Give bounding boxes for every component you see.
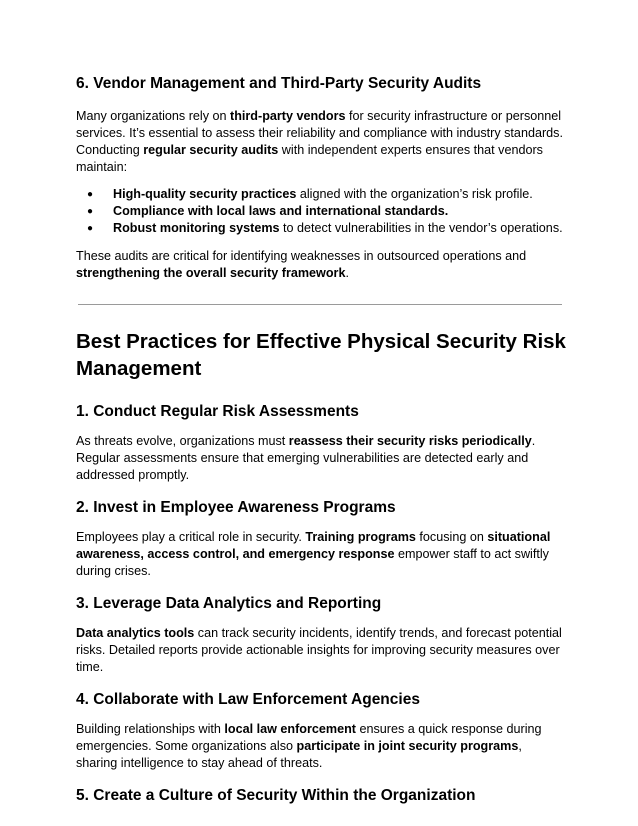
section-heading-culture-of-security: 5. Create a Culture of Security Within the Organization — [76, 787, 476, 804]
text-run: focusing on — [415, 530, 488, 544]
text-run: Building relationships with — [76, 722, 225, 736]
vendor-heading: 6. Vendor Management and Third-Party Security Audits — [76, 75, 482, 92]
bold-text: local law enforcement — [224, 722, 356, 736]
text-run: with independent experts ensures that vendors maintain: — [76, 143, 543, 174]
bold-text: third-party vendors — [230, 109, 346, 123]
bold-text: Robust monitoring systems — [113, 221, 280, 235]
bold-text: High-quality security practices — [113, 187, 297, 201]
text-run: These audits are critical for identifying weaknesses in outsourced operations and — [76, 249, 527, 263]
bullet-icon: ● — [87, 223, 94, 234]
text-run: As threats evolve, organizations must — [76, 434, 289, 448]
bold-text: regular security audits — [143, 143, 279, 157]
bold-text: situational awareness, access control, and emergency response — [76, 530, 551, 561]
list-item — [76, 220, 566, 237]
section-paragraph-law-enforcement — [76, 721, 566, 772]
bold-text: participate in joint security programs — [296, 739, 519, 753]
section-heading-risk-assessments: 1. Conduct Regular Risk Assessments — [76, 403, 359, 420]
bullet-icon: ● — [87, 206, 94, 217]
section-heading-employee-awareness: 2. Invest in Employee Awareness Programs — [76, 499, 396, 516]
section-heading-data-analytics: 3. Leverage Data Analytics and Reporting — [76, 595, 382, 612]
bold-text: Training programs — [305, 530, 416, 544]
horizontal-divider — [78, 304, 562, 305]
text-run: empower staff to act swiftly during crises. — [76, 547, 549, 578]
text-run: can track security incidents, identify trends, and forecast potential risks. Detailed reports provide actionable insights for improving security measures over time. — [76, 626, 562, 674]
bold-text: Data analytics tools — [76, 626, 195, 640]
bold-text: Compliance with local laws and international standards. — [113, 204, 449, 218]
bullet-icon: ● — [87, 189, 94, 200]
text-run: Employees play a critical role in security. — [76, 530, 306, 544]
vendor-paragraph — [76, 108, 566, 176]
text-run: for security infrastructure or personnel services. It’s essential to assess their reliability and compliance with industry standards. Conducting — [76, 109, 563, 157]
text-run: to detect vulnerabilities in the vendor’s operations. — [279, 221, 563, 235]
document-content — [76, 74, 566, 805]
section-heading-law-enforcement: 4. Collaborate with Law Enforcement Agencies — [76, 691, 420, 708]
section-paragraph-risk-assessments — [76, 433, 566, 484]
text-run: aligned with the organization’s risk profile. — [296, 187, 533, 201]
list-item — [76, 186, 566, 203]
vendor-conclusion-paragraph — [76, 248, 566, 282]
best-practices-title: Best Practices for Effective Physical Security Risk Management — [76, 330, 566, 380]
section-paragraph-employee-awareness — [76, 529, 566, 580]
text-run: ensures a quick response during emergencies. Some organizations also — [76, 722, 542, 753]
bold-text: reassess their security risks periodically — [288, 434, 532, 448]
text-run: , sharing intelligence to stay ahead of threats. — [76, 739, 522, 770]
section-paragraph-data-analytics — [76, 625, 566, 676]
bold-text: strengthening the overall security framework — [76, 266, 346, 280]
text-run: . — [345, 266, 349, 280]
vendor-bullet-list — [76, 186, 566, 237]
text-run: Many organizations rely on — [76, 109, 231, 123]
text-run: . Regular assessments ensure that emerging vulnerabilities are detected early and addressed promptly. — [76, 434, 536, 482]
list-item — [76, 203, 566, 220]
